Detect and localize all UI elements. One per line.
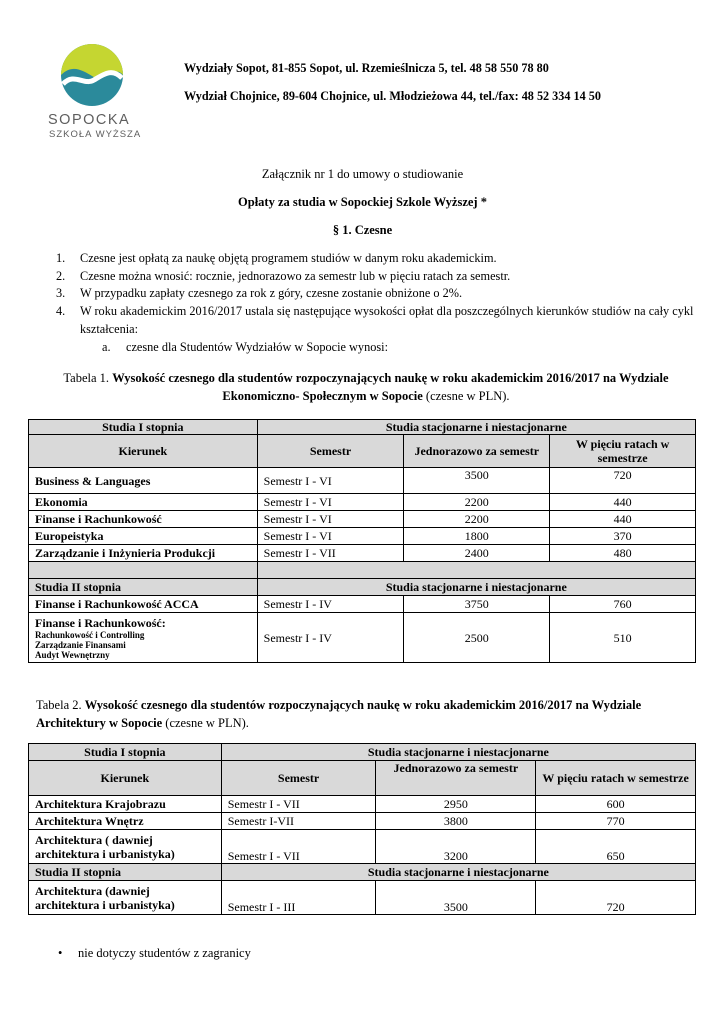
cell-jednorazowo: 2950 [376,796,536,813]
cell-raty: 770 [536,813,696,830]
cell-raty: 760 [550,596,696,613]
col-header-jednorazowo: Jednorazowo za semestr [376,761,536,796]
table-row [29,420,696,435]
cell-jednorazowo: 3800 [376,813,536,830]
level-header: Studia I stopnia [29,420,258,435]
col-header-raty: W pięciu ratach w semestrze [550,435,696,468]
list-item [56,285,696,303]
list-number: 1. [56,251,66,265]
cell-kierunek: Europeistyka [29,528,258,545]
mode-header: Studia stacjonarne i niestacjonarne [221,864,695,881]
col-header-kierunek: Kierunek [29,435,258,468]
caption-prefix: Tabela 2. [36,698,82,712]
table-row [29,761,696,796]
table-row [29,813,696,830]
level-header: Studia II stopnia [29,864,222,881]
cell-jednorazowo: 1800 [404,528,550,545]
cell-raty: 720 [536,881,696,915]
table-spacer-row [29,562,696,579]
cell-semestr: Semestr I - VII [221,796,376,813]
cell-semestr: Semestr I - VI [257,511,404,528]
list-number: 2. [56,268,66,283]
col-header-semestr: Semestr [221,761,376,796]
cell-jednorazowo: 3200 [376,830,536,864]
col-header-jednorazowo: Jednorazowo za semestr [404,435,550,468]
cell-kierunek [29,613,258,663]
cell-semestr: Semestr I - IV [257,613,404,663]
table-row [29,545,696,562]
col-header-raty: W pięciu ratach w semestrze [536,761,696,796]
cell-jednorazowo: 2400 [404,545,550,562]
footnote [58,946,251,961]
specialization: Zarządzanie Finansami [35,639,126,650]
cell-raty: 440 [550,511,696,528]
table1-caption [36,369,696,405]
table-row [29,864,696,881]
table-row [29,494,696,511]
specialization: Audyt Wewnętrzny [35,649,110,660]
cell-kierunek: Architektura ( dawniej architektura i urbanistyka) [29,830,222,864]
list-item [56,268,696,286]
cell-jednorazowo: 3500 [404,468,550,494]
col-header-semestr: Semestr [257,435,404,468]
cell-semestr: Semestr I - IV [257,596,404,613]
caption-prefix: Tabela 1. [63,371,110,385]
sub-list-letter: a. [102,339,111,354]
cell-kierunek: Architektura Wnętrz [29,813,222,830]
table-row [29,596,696,613]
cell-jednorazowo: 3500 [376,881,536,915]
cell-kierunek: Zarządzanie i Inżynieria Produkcji [29,545,258,562]
list-item [56,303,696,338]
cell-raty: 720 [550,468,696,494]
table-row [29,613,696,663]
cell-semestr: Semestr I - VII [257,545,404,562]
table-row [29,435,696,468]
cell-raty: 650 [536,830,696,864]
spacer-cell [29,562,258,579]
caption-bold: Wysokość czesnego dla studentów rozpoczynających naukę w roku akademickim 2016/2017 na Wydziale Architektury w Sopocie [36,698,642,730]
numbered-list [56,250,696,356]
cell-semestr: Semestr I - III [221,881,376,915]
mode-header: Studia stacjonarne i niestacjonarne [221,744,695,761]
list-text: W przypadku zapłaty czesnego za rok z góry, czesne zostanie obniżone o 2%. [80,286,463,301]
table-row [29,881,696,915]
section-heading: § 1. Czesne [332,223,393,237]
mode-header: Studia stacjonarne i niestacjonarne [257,420,695,435]
cell-kierunek: Business & Languages [29,468,258,494]
table-row [29,579,696,596]
cell-jednorazowo: 2200 [404,511,550,528]
cell-kierunek: Finanse i Rachunkowość [29,511,258,528]
cell-semestr: Semestr I - VI [257,468,404,494]
caption-suffix: (czesne w PLN). [165,716,249,730]
cell-kierunek: Finanse i Rachunkowość ACCA [29,596,258,613]
cell-semestr: Semestr I - VII [221,830,376,864]
cell-raty: 600 [536,796,696,813]
list-text: Czesne jest opłatą za naukę objętą programem studiów w danym roku akademickim. [80,251,497,265]
table2-caption [36,696,696,732]
table-row [29,511,696,528]
table-row [29,468,696,494]
caption-suffix: (czesne w PLN). [425,389,510,403]
header-address-chojnice: Wydział Chojnice, 89-604 Chojnice, ul. Młodzieżowa 44, tel./fax: 48 52 334 14 50 [184,89,601,103]
cell-jednorazowo: 2500 [404,613,550,663]
cell-jednorazowo: 2200 [404,494,550,511]
cell-semestr: Semestr I-VII [221,813,376,830]
cell-raty: 480 [550,545,696,562]
cell-kierunek: Architektura (dawniej architektura i urbanistyka) [29,881,222,915]
caption-bold: Wysokość czesnego dla studentów rozpoczynających naukę w roku akademickim 2016/2017 na Wydziale Ekonomiczno- Społecznym w Sopocie [112,371,669,403]
table-row [29,830,696,864]
header-address-sopot: Wydziały Sopot, 81-855 Sopot, ul. Rzemieślnicza 5, tel. 48 58 550 78 80 [184,61,549,75]
list-number: 3. [56,286,66,301]
kierunek-name: Finanse i Rachunkowość: [35,615,166,630]
list-number: 4. [56,304,66,319]
cell-raty: 510 [550,613,696,663]
cell-kierunek: Ekonomia [29,494,258,511]
level-header: Studia I stopnia [29,744,222,761]
spacer-cell [257,562,695,579]
specialization: Rachunkowość i Controlling [35,629,145,640]
footnote-text: nie dotyczy studentów z zagranicy [78,946,251,960]
bullet-icon: • [58,946,63,960]
table-row [29,796,696,813]
level-header: Studia II stopnia [29,579,258,596]
cell-semestr: Semestr I - VI [257,494,404,511]
list-item [56,250,696,268]
col-header-kierunek: Kierunek [29,761,222,796]
cell-raty: 370 [550,528,696,545]
document-title: Opłaty za studia w Sopockiej Szkole Wyższej * [238,195,487,209]
table-row [29,744,696,761]
logo-text-szkola: SZKOŁA WYŻSZA [49,129,142,140]
cell-kierunek: Architektura Krajobrazu [29,796,222,813]
logo-text-sopocka: SOPOCKA [48,112,131,128]
fees-table-economics [28,419,696,663]
cell-jednorazowo: 3750 [404,596,550,613]
annex-label: Załącznik nr 1 do umowy o studiowanie [261,167,464,181]
cell-raty: 440 [550,494,696,511]
list-text: Czesne można wnosić: rocznie, jednorazowo za semestr lub w pięciu ratach za semestr. [80,268,511,283]
mode-header: Studia stacjonarne i niestacjonarne [257,579,695,596]
sub-list-item [56,339,696,357]
sub-list-text: czesne dla Studentów Wydziałów w Sopocie wynosi: [126,339,388,354]
cell-semestr: Semestr I - VI [257,528,404,545]
list-text: W roku akademickim 2016/2017 ustala się następujące wysokości opłat dla poszczególnych kierunków studiów na cały cykl kształcenia: [80,304,694,336]
table-row [29,528,696,545]
fees-table-architecture [28,743,696,915]
